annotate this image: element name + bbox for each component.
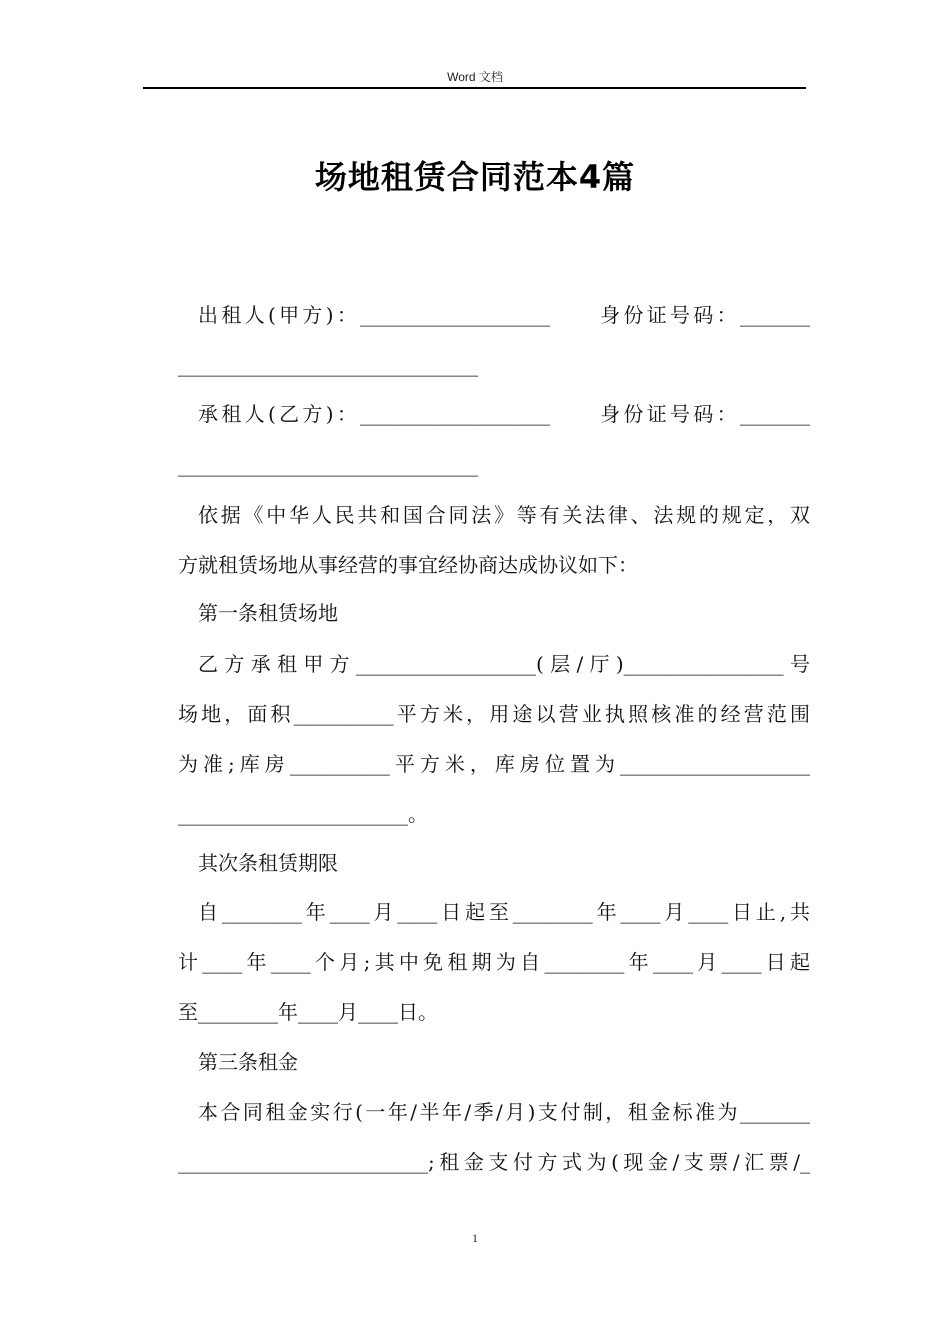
article-3-heading: 第三条租金 (198, 1050, 298, 1074)
article-1-line-1: 乙方承租甲方__________________(层/厅)________________号 (198, 652, 810, 676)
article-1-line-3: 为准;库房__________平方米，库房位置为___________________ (178, 752, 810, 776)
lessor-line: 出租人(甲方)：___________________ 身份证号码：_______ (198, 303, 810, 327)
preamble-line-1: 依据《中华人民共和国合同法》等有关法律、法规的规定，双 (198, 503, 810, 527)
page-number: 1 (472, 1231, 478, 1245)
lessee-id-continuation: ______________________________ (178, 453, 478, 477)
article-2-line-1: 自________年____月____日起至________年____月____日止,共 (198, 900, 810, 924)
article-1-heading: 第一条租赁场地 (198, 601, 338, 625)
document-title: 场地租赁合同范本4篇 (314, 158, 636, 196)
article-1-line-2: 场地，面积__________平方米，用途以营业执照核准的经营范围 (178, 702, 810, 726)
article-2-line-3: 至________年____月____日。 (178, 1000, 438, 1024)
header-rule (143, 87, 806, 89)
article-2-line-2: 计____年____个月;其中免租期为自________年____月____日起 (178, 950, 810, 974)
article-2-heading: 其次条租赁期限 (198, 851, 338, 875)
page-header: Word 文档 (447, 70, 503, 84)
lessor-id-continuation: ______________________________ (178, 353, 478, 377)
article-3-line-1: 本合同租金实行(一年/半年/季/月)支付制，租金标准为_______ (198, 1100, 810, 1124)
article-1-line-4: _______________________。 (178, 802, 428, 826)
lessee-line: 承租人(乙方)：___________________ 身份证号码：_______ (198, 402, 810, 426)
preamble-line-2: 方就租赁场地从事经营的事宜经协商达成协议如下： (178, 553, 638, 577)
article-3-line-2: _________________________;租金支付方式为(现金/支票/汇票/_ (178, 1150, 810, 1174)
